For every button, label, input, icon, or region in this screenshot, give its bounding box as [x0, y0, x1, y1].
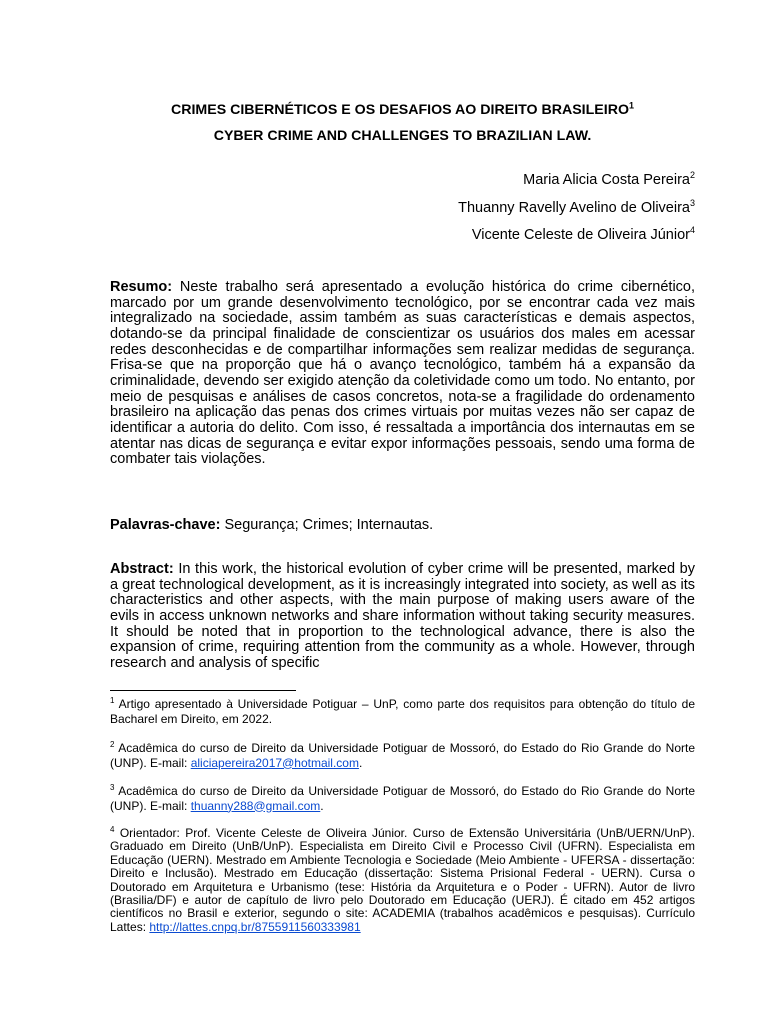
- footnote-3-end: .: [320, 798, 324, 813]
- author-3-name: Vicente Celeste de Oliveira Júnior: [471, 227, 690, 243]
- footnote-1-number: 1: [110, 696, 115, 705]
- footnote-4: [110, 827, 695, 934]
- email-link-alicia[interactable]: aliciapereira2017@hotmail.com: [190, 755, 359, 770]
- footnote-4-number: 4: [110, 825, 115, 834]
- footnote-3-number: 3: [110, 783, 115, 792]
- resumo-label: Resumo:: [110, 279, 173, 295]
- lattes-link[interactable]: http://lattes.cnpq.br/8755911560333981: [149, 919, 361, 934]
- keywords-label: Palavras-chave:: [110, 517, 221, 533]
- footnote-separator: [110, 690, 296, 691]
- footnote-3-text: Acadêmica do curso de Direito da Universidade Potiguar de Mossoró, do Estado do Rio Grande do Norte (UNP). E-mail:: [110, 784, 696, 813]
- resumo-paragraph: [110, 280, 695, 468]
- email-link-thuanny[interactable]: thuanny288@gmail.com: [190, 798, 321, 813]
- footnote-ref-1: 1: [628, 100, 634, 111]
- footnote-2-number: 2: [110, 740, 115, 749]
- footnote-2-end: .: [358, 755, 363, 770]
- keywords-paragraph: [110, 518, 695, 534]
- author-3: [472, 227, 695, 243]
- footnote-1: [110, 697, 695, 726]
- abstract-paragraph: [110, 562, 695, 672]
- footnote-3: [110, 784, 695, 813]
- footnote-1-text: Artigo apresentado à Universidade Potiguar – UnP, como parte dos requisitos para obtenção do título de Bacharel em Direito, em 2022.: [110, 697, 696, 726]
- title-portuguese: [110, 102, 695, 118]
- footnote-ref-4: 4: [689, 225, 695, 236]
- title-english: CYBER CRIME AND CHALLENGES TO BRAZILIAN LAW.: [213, 128, 592, 144]
- footnote-4-text: Orientador: Prof. Vicente Celeste de Oliveira Júnior. Curso de Extensão Universitária (UnB/UERN/UnP). Graduado em Direito (UnB/UnP). Especialista em Direito Civil e Processo Civil (UFRN). Especialista em Educação (UERN). Mestrado em Ambiente Tecnologia e Sociedade (Meio Ambiente - UFERSA - dissertação: Direito e Inclusão). Mestrado em Educação (dissertação: Sistema Prisional Federal - UERN). Cursa o Doutorado em Arquitetura e Urbanismo (tese: História da Arquitetura e o Poder - UFRN). Autor de livro (Brasilia/DF) e autor de capítulo de livro pelo Doutorado em Educação (UERJ). É citado em 452 artigos científicos no Brasil e exterior, segundo o site: ACADEMIA (trabalhos acadêmicos e pesquisas). Currículo Lattes:: [110, 826, 695, 934]
- abstract-text: In this work, the historical evolution of cyber crime will be presented, marked by a great technological development, as it is increasingly integrated into society, as well as its characteristics and other aspects, with the main purpose of making users aware of the evils in access unknown networks and share information without taking security measures. It should be noted that in proportion to the technological advance, there is also the expansion of crime, requiring attention from the community as a whole. However, through research and analysis of specific: [110, 561, 695, 671]
- footnote-ref-2: 2: [689, 170, 695, 181]
- footnote-ref-3: 3: [689, 198, 695, 209]
- author-2-name: Thuanny Ravelly Avelino de Oliveira: [458, 200, 690, 216]
- document-page: [110, 0, 695, 1024]
- author-1: [523, 172, 695, 188]
- footnote-2: [110, 741, 695, 770]
- title-portuguese-text: CRIMES CIBERNÉTICOS E OS DESAFIOS AO DIREITO BRASILEIRO: [170, 102, 629, 118]
- resumo-text: Neste trabalho será apresentado a evolução histórica do crime cibernético, marcado por um grande desenvolvimento tecnológico, por se encontrar cada vez mais integralizado na sociedade, assim também as suas características e demais aspectos, dotando-se da principal finalidade de conscientizar os usuários dos males em acessar redes desconhecidas e de compartilhar informações sem realizar medidas de segurança. Frisa-se que na proporção que há o avanço tecnológico, também há a expansão da criminalidade, devendo ser exigido atenção da coletividade como um todo. No entanto, por meio de pesquisas e análises de casos concretos, nota-se a fragilidade do ordenamento brasileiro na aplicação das penas dos crimes virtuais por muitas vezes não ser capaz de identificar a autoria do delito. Com isso, é ressaltada a importância dos internautas em se atentar nas dicas de segurança e evitar expor informações pessoais, sendo uma forma de combater tais violações.: [110, 279, 696, 468]
- abstract-label: Abstract:: [110, 561, 174, 577]
- author-1-name: Maria Alicia Costa Pereira: [523, 172, 690, 188]
- author-2: [458, 200, 695, 216]
- footnote-2-text: Acadêmica do curso de Direito da Universidade Potiguar de Mossoró, do Estado do Rio Grande do Norte (UNP). E-mail:: [110, 741, 696, 770]
- keywords-text: Segurança; Crimes; Internautas.: [224, 517, 434, 533]
